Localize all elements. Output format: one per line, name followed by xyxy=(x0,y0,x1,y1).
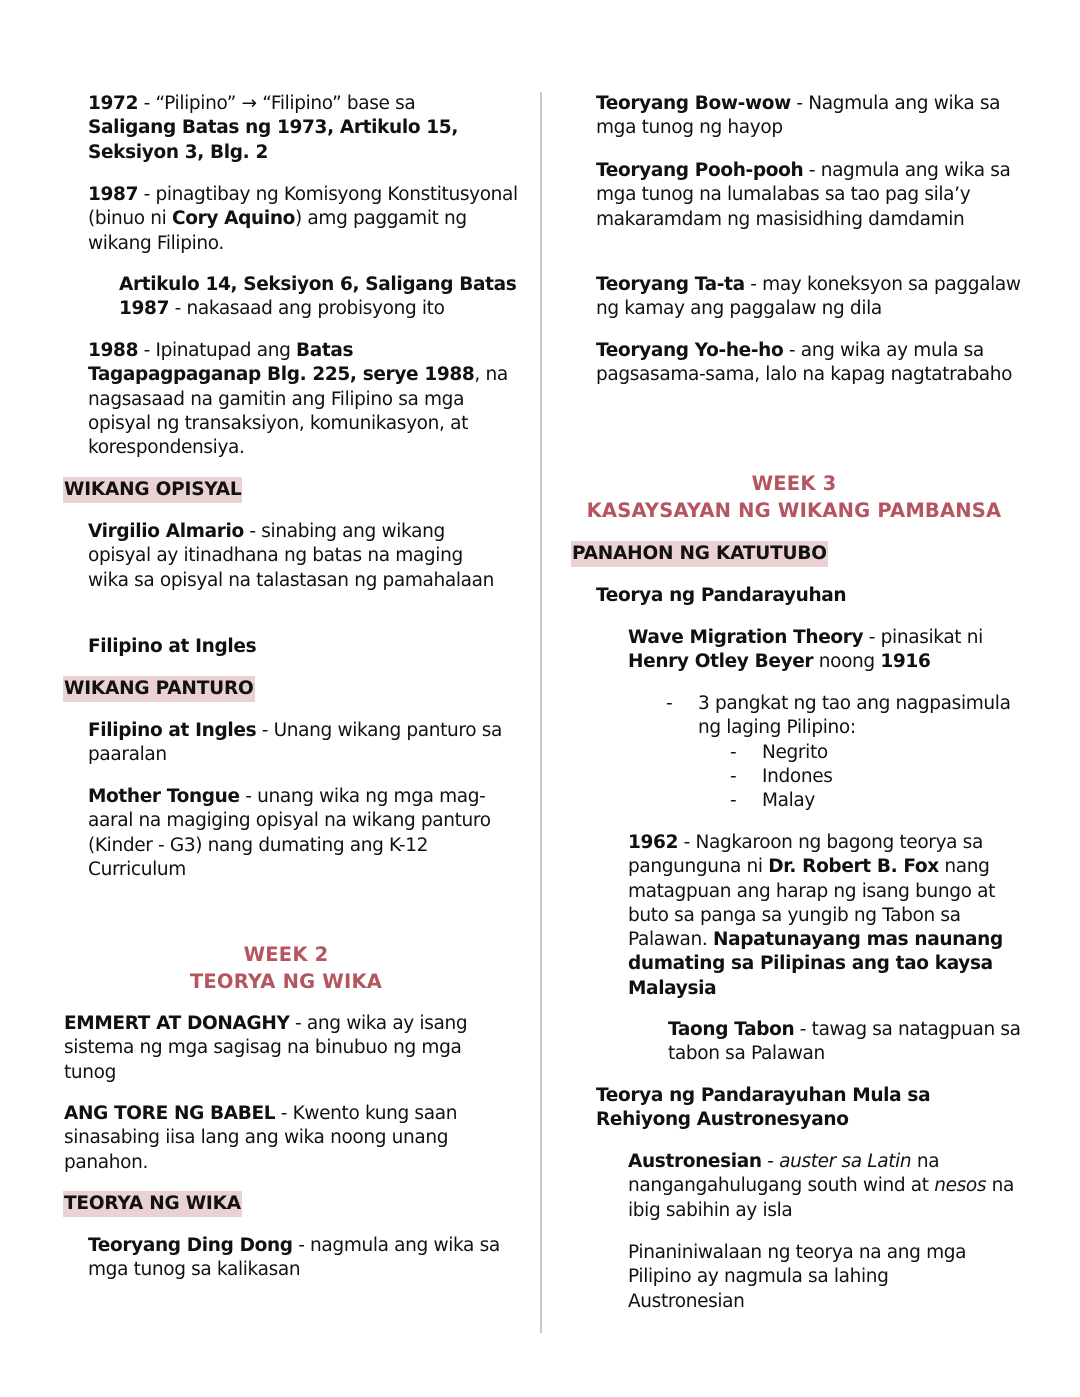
filipino-at-ingles: Filipino at Ingles xyxy=(88,636,257,657)
artikulo-14: Artikulo 14, Seksiyon 6, Saligang Batas 1987 xyxy=(119,274,517,320)
napatunayang-statement: Napatunayang mas naunang dumating sa Pilipinas ang tao kaysa Malaysia xyxy=(628,929,1003,999)
text: na ibig sabihin ay isla xyxy=(628,1175,1015,1221)
paragraph-austronesian xyxy=(628,1150,1028,1223)
list-item-indones xyxy=(730,765,833,789)
text: - Nagmula ang wika sa mga tunog ng hayop xyxy=(596,93,1001,139)
paragraph-1972 xyxy=(88,92,498,165)
text: - “Pilipino” → “Filipino” base sa xyxy=(138,93,416,114)
column-divider xyxy=(540,92,542,1333)
wave-migration-theory: Wave Migration Theory xyxy=(628,627,864,648)
nesos: nesos xyxy=(934,1175,987,1197)
section-heading-wikang-panturo xyxy=(63,676,255,702)
paragraph-taong-tabon xyxy=(668,1018,1028,1067)
text: - pinagtibay ng Komisyong Konstitusyonal (binuo ni xyxy=(88,184,518,230)
highlighted-heading: PANAHON NG KATUTUBO xyxy=(571,541,828,567)
section-heading-wikang-opisyal xyxy=(63,477,242,503)
emmert-at-donaghy: EMMERT AT DONAGHY xyxy=(64,1013,290,1034)
mother-tongue: Mother Tongue xyxy=(88,786,240,807)
paragraph-emmert xyxy=(64,1012,504,1085)
text: - pinasikat ni xyxy=(863,627,983,648)
text: - Kwento kung saan sinasabing iisa lang ang wika noong unang panahon. xyxy=(64,1103,458,1173)
teorya-ng-pandarayuhan: Teorya ng Pandarayuhan xyxy=(596,585,847,606)
week-2-heading xyxy=(64,942,508,995)
paragraph-ding-dong xyxy=(88,1234,508,1283)
taong-tabon: Taong Tabon xyxy=(668,1019,795,1040)
section-heading-panahon-ng-katutubo xyxy=(571,541,828,567)
text: - tawag sa natagpuan sa tabon sa Palawan xyxy=(668,1019,1021,1065)
teorya-austronesyano: Teorya ng Pandarayuhan Mula sa Rehiyong Austronesyano xyxy=(596,1085,931,1131)
text: - Nagkaroon ng bagong teorya sa pangunguna ni xyxy=(628,832,983,878)
cory-aquino: Cory Aquino xyxy=(172,208,296,230)
week-label: WEEK 2 xyxy=(243,943,329,966)
text: - xyxy=(761,1151,780,1172)
list-item-text: Indones xyxy=(762,766,833,787)
year-1916: 1916 xyxy=(880,651,931,673)
text: noong xyxy=(813,651,881,673)
subheading-austronesyano xyxy=(596,1084,976,1133)
paragraph-babel xyxy=(64,1102,494,1175)
paragraph-unang-panturo xyxy=(88,719,508,768)
list-item-negrito xyxy=(730,741,828,765)
year-1987: 1987 xyxy=(88,184,139,205)
highlighted-heading: WIKANG PANTURO xyxy=(63,676,255,702)
paragraph-pinaniniwalaan xyxy=(628,1241,1008,1314)
paragraph-mother-tongue xyxy=(88,785,508,882)
teoryang-pooh-pooh: Teoryang Pooh-pooh xyxy=(596,160,804,181)
austronesian: Austronesian xyxy=(628,1151,762,1172)
text: - sinabing ang wikang opisyal ay itinadhana ng batas na maging wika sa opisyal na talastasan ng pamahalaan xyxy=(88,521,495,591)
text: - nagmula ang wika sa mga tunog na lumalabas sa tao pag sila’y makaramdam ng masisidhing damdamin xyxy=(596,160,1011,230)
henry-otley-beyer: Henry Otley Beyer xyxy=(628,651,814,673)
text: - nagmula ang wika sa mga tunog sa kalikasan xyxy=(88,1235,500,1281)
paragraph-yo-he-ho xyxy=(596,339,1021,388)
paragraph-ta-ta xyxy=(596,273,1026,322)
auster-sa-latin: auster sa Latin xyxy=(779,1151,912,1172)
list-item-malay xyxy=(730,789,815,813)
list-item-text: Negrito xyxy=(762,742,828,763)
teoryang-ta-ta: Teoryang Ta-ta xyxy=(596,274,745,295)
text: - nakasaad ang probisyong ito xyxy=(169,298,445,320)
virgilio-almario: Virgilio Almario xyxy=(88,521,244,542)
paragraph-artikulo-14 xyxy=(119,273,529,322)
text: - ang wika ay isang sistema ng mga sagisag na binubuo ng mga tunog xyxy=(64,1013,468,1083)
text: ) amg paggamit ng wikang Filipino. xyxy=(88,208,467,254)
year-1962: 1962 xyxy=(628,832,679,853)
saligang-batas-1973: Saligang Batas ng 1973, Artikulo 15, Seksiyon 3, Blg. 2 xyxy=(88,117,459,163)
paragraph-1987 xyxy=(88,183,518,256)
filipino-at-ingles: Filipino at Ingles xyxy=(88,720,257,741)
text: , na nagsasaad na gamitin ang Filipino sa mga opisyal ng transaksiyon, komunikasyon, at korespondensiya. xyxy=(88,364,508,459)
paragraph-filipino-ingles xyxy=(88,635,508,659)
year-1988: 1988 xyxy=(88,340,139,361)
paragraph-1988 xyxy=(88,339,513,460)
text: 3 pangkat ng tao ang nagpasimula ng laging Pilipino: xyxy=(698,693,1011,739)
text: nang matagpuan ang harap ng isang bungo at buto sa panga sa yungib ng Tabon sa Palawan. xyxy=(628,856,996,951)
batas-tagapagpaganap: Batas Tagapagpaganap Blg. 225, serye 1988 xyxy=(88,340,475,386)
dash-bullet-icon: - xyxy=(666,693,673,714)
week-3-heading xyxy=(572,471,1016,524)
week-title: KASAYSAYAN NG WIKANG PAMBANSA xyxy=(586,498,1002,522)
text: - Ipinatupad ang xyxy=(138,340,296,361)
paragraph-bow-wow xyxy=(596,92,1026,141)
dash-bullet-icon: - xyxy=(730,742,737,763)
text: - ang wika ay mula sa pagsasama-sama, lalo na kapag nagtatrabaho xyxy=(596,340,1013,386)
week-title: TEORYA NG WIKA xyxy=(189,969,383,993)
ang-tore-ng-babel: ANG TORE NG BABEL xyxy=(64,1103,276,1124)
section-heading-teorya-ng-wika xyxy=(63,1191,242,1217)
year-1972: 1972 xyxy=(88,93,139,114)
dash-bullet-icon: - xyxy=(730,790,737,811)
bullet-3-pangkat xyxy=(666,692,1016,741)
teoryang-ding-dong: Teoryang Ding Dong xyxy=(88,1235,293,1256)
text: na nangangahulugang south wind at xyxy=(628,1151,940,1197)
teoryang-bow-wow: Teoryang Bow-wow xyxy=(596,93,791,114)
paragraph-pooh-pooh xyxy=(596,159,1016,232)
text: - may koneksyon sa paggalaw ng kamay ang paggalaw ng dila xyxy=(596,274,1021,320)
week-label: WEEK 3 xyxy=(751,472,837,495)
text: - unang wika ng mga mag-aaral na magiging opisyal na wikang panturo (Kinder - G3) nang dumating ang K-12 Curriculum xyxy=(88,786,491,880)
highlighted-heading: WIKANG OPISYAL xyxy=(63,477,242,503)
subheading-teorya-ng-pandarayuhan xyxy=(596,584,1016,608)
list-item-text: Malay xyxy=(762,790,815,811)
highlighted-heading: TEORYA NG WIKA xyxy=(63,1191,242,1217)
dr-robert-b-fox: Dr. Robert B. Fox xyxy=(768,856,939,878)
text: - Unang wikang panturo sa paaralan xyxy=(88,720,503,766)
dash-bullet-icon: - xyxy=(730,766,737,787)
paragraph-wave-migration xyxy=(628,626,1028,675)
paragraph-almario xyxy=(88,520,508,593)
paragraph-1962 xyxy=(628,831,1020,1001)
teoryang-yo-he-ho: Teoryang Yo-he-ho xyxy=(596,340,784,361)
text: Pinaniniwalaan ng teorya na ang mga Pilipino ay nagmula sa lahing Austronesian xyxy=(628,1242,967,1312)
